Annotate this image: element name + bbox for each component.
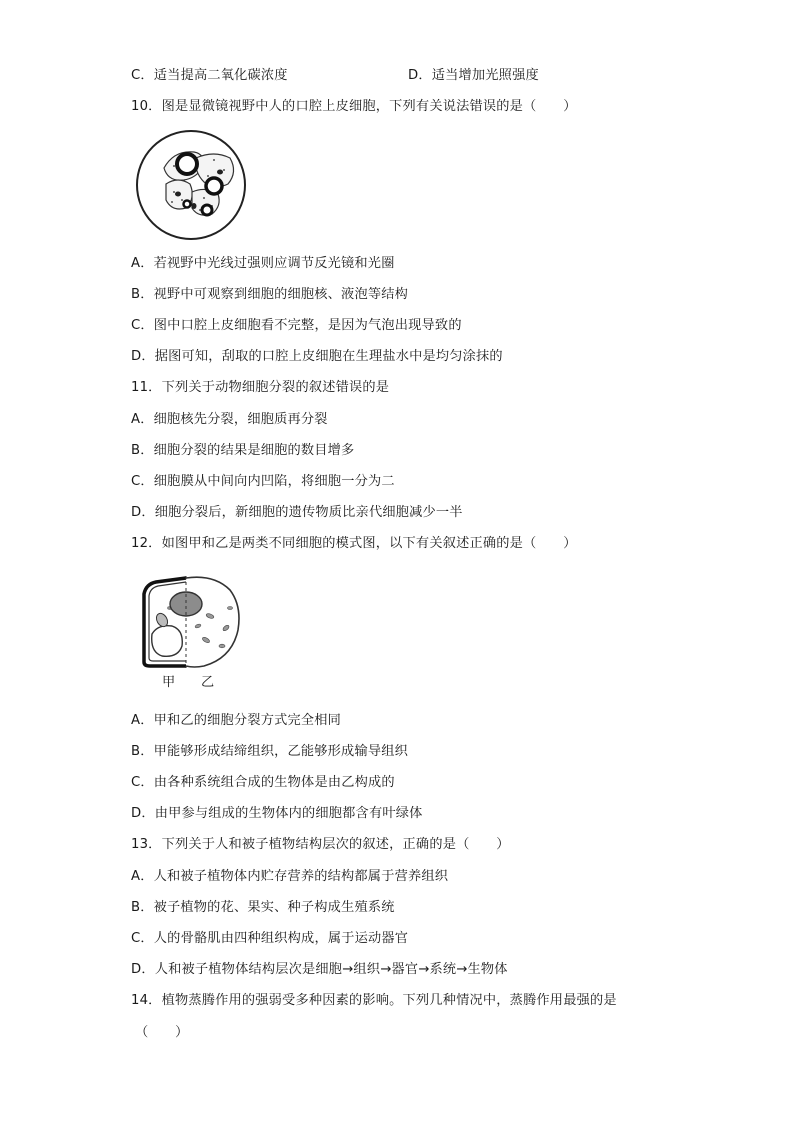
microscope-field-figure	[134, 128, 249, 243]
q12-option-a: A．甲和乙的细胞分裂方式完全相同	[131, 713, 342, 728]
q13-stem: 13．下列关于人和被子植物结构层次的叙述，正确的是（ ）	[131, 837, 510, 852]
q12-stem: 12．如图甲和乙是两类不同细胞的模式图，以下有关叙述正确的是（ ）	[131, 536, 577, 551]
q12-option-d: D．由甲参与组成的生物体内的细胞都含有叶绿体	[131, 806, 423, 821]
q11-option-c: C．细胞膜从中间向内凹陷，将细胞一分为二	[131, 474, 395, 489]
q13-option-b: B．被子植物的花、果实、种子构成生殖系统	[131, 900, 395, 915]
q10-option-a: A．若视野中光线过强则应调节反光镜和光圈	[131, 256, 395, 271]
q13-option-a: A．人和被子植物体内贮存营养的结构都属于营养组织	[131, 869, 449, 884]
figure-label-right: 乙	[201, 675, 215, 690]
q10-option-c: C．图中口腔上皮细胞看不完整，是因为气泡出现导致的	[131, 318, 462, 333]
q11-option-b: B．细胞分裂的结果是细胞的数目增多	[131, 443, 355, 458]
cell-model-figure	[134, 570, 244, 672]
q12-option-b: B．甲能够形成结缔组织，乙能够形成输导组织	[131, 744, 408, 759]
q11-option-a: A．细胞核先分裂，细胞质再分裂	[131, 412, 328, 427]
q11-option-d: D．细胞分裂后，新细胞的遗传物质比亲代细胞减少一半	[131, 505, 463, 520]
q14-stem-continuation: （ ）	[135, 1025, 189, 1040]
q13-option-d: D．人和被子植物体结构层次是细胞→组织→器官→系统→生物体	[131, 962, 508, 977]
q9-option-d: D．适当增加光照强度	[408, 68, 539, 83]
q12-option-c: C．由各种系统组合成的生物体是由乙构成的	[131, 775, 395, 790]
figure-label-left: 甲	[162, 675, 176, 690]
q10-stem: 10．图是显微镜视野中人的口腔上皮细胞，下列有关说法错误的是（ ）	[131, 99, 577, 114]
q13-option-c: C．人的骨骼肌由四种组织构成，属于运动器官	[131, 931, 409, 946]
q10-option-b: B．视野中可观察到细胞的细胞核、液泡等结构	[131, 287, 408, 302]
q11-stem: 11．下列关于动物细胞分裂的叙述错误的是	[131, 380, 390, 395]
q10-option-d: D．据图可知，刮取的口腔上皮细胞在生理盐水中是均匀涂抹的	[131, 349, 503, 364]
q14-stem: 14．植物蒸腾作用的强弱受多种因素的影响。下列几种情况中，蒸腾作用最强的是	[131, 993, 617, 1008]
q9-option-c: C．适当提高二氧化碳浓度	[131, 68, 288, 83]
